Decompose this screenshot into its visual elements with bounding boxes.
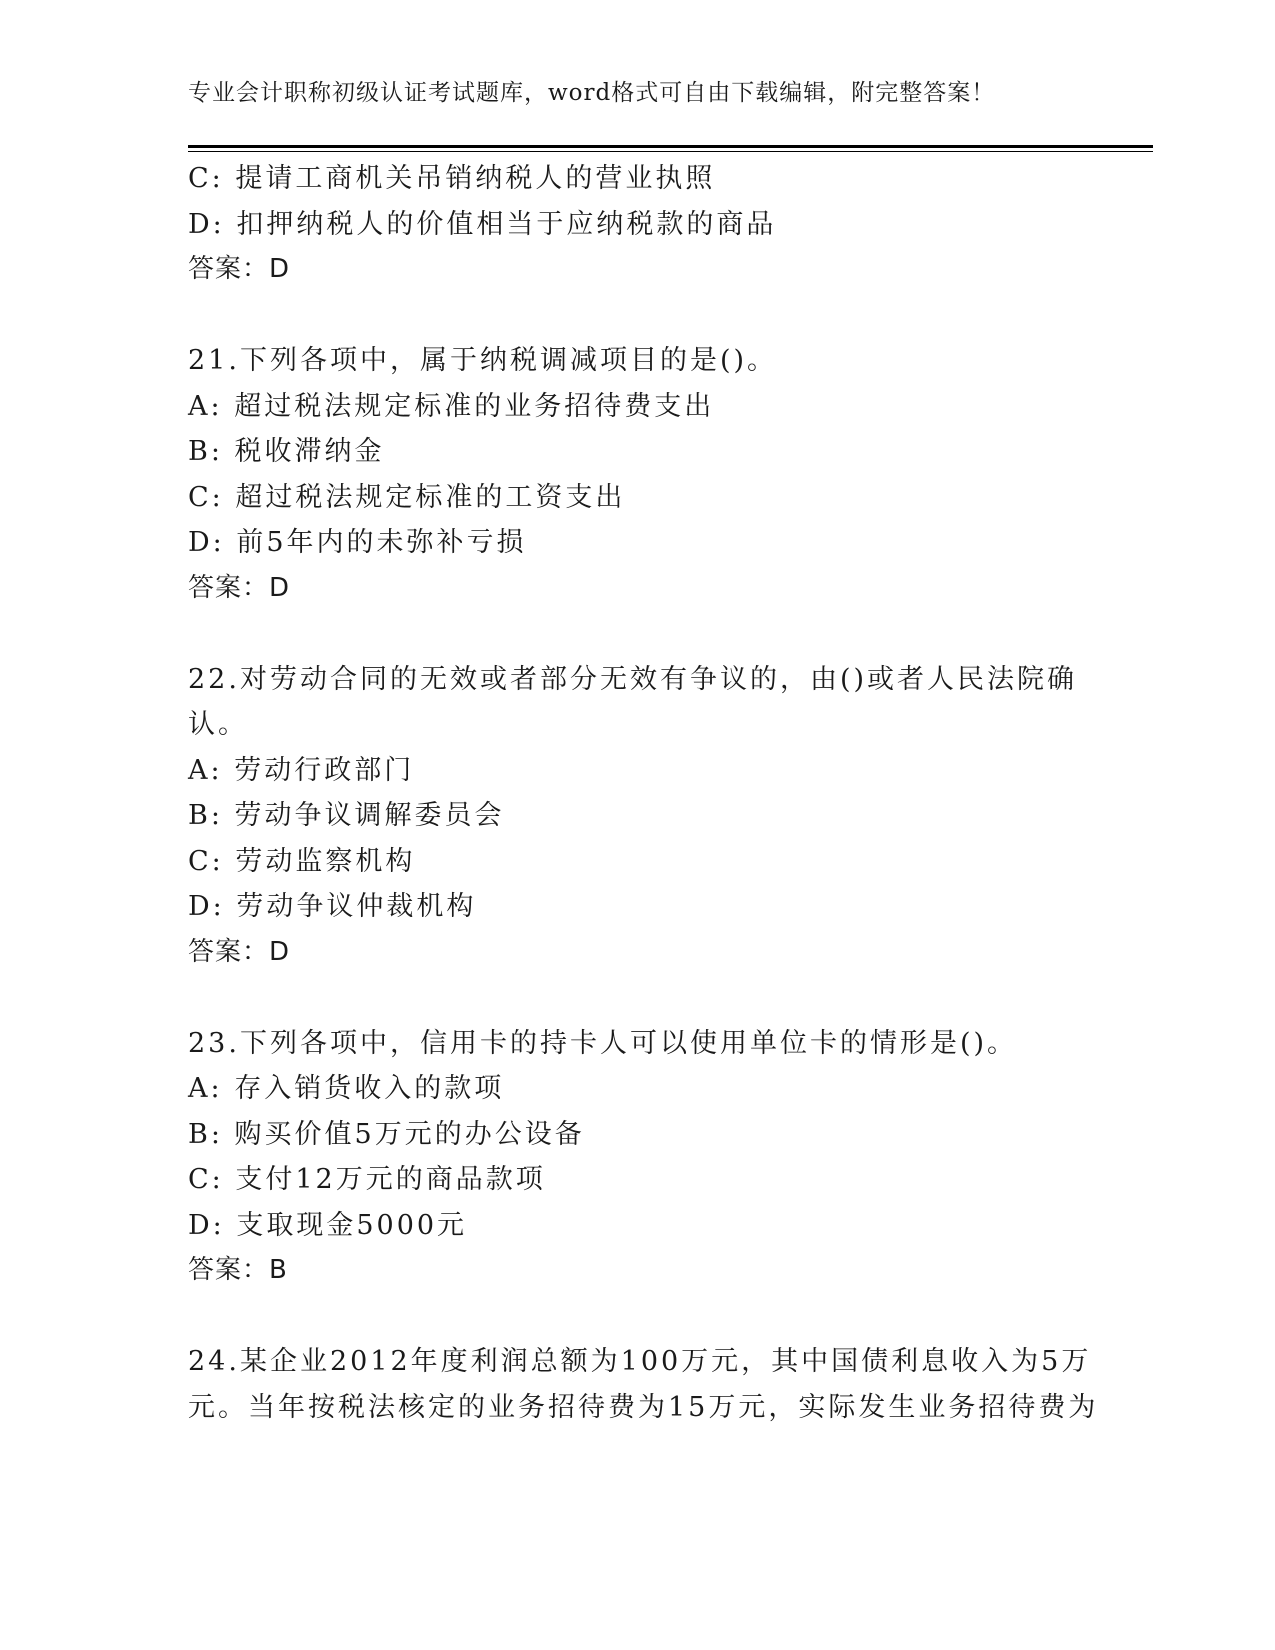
question-stem-continued: 元。当年按税法核定的业务招待费为15万元，实际发生业务招待费为 (188, 1391, 1099, 1423)
question-stem-continued: 认。 (188, 709, 248, 740)
option-b: B: 购买价值5万元的办公设备 (188, 1118, 585, 1150)
option-b: B: 劳动争议调解委员会 (188, 800, 505, 831)
question-stem: 23.下列各项中，信用卡的持卡人可以使用单位卡的情形是()。 (188, 1027, 1018, 1059)
question-stem: 22.对劳动合同的无效或者部分无效有争议的，由()或者人民法院确 (188, 663, 1078, 695)
option-d: D: 前5年内的未弥补亏损 (188, 527, 527, 558)
answer-line: 答案：D (188, 572, 291, 603)
option-c: C: 支付12万元的商品款项 (188, 1164, 546, 1195)
option-c: C: 超过税法规定标准的工资支出 (188, 481, 626, 513)
option-a: A: 超过税法规定标准的业务招待费支出 (188, 390, 715, 422)
option-b: B: 税收滞纳金 (188, 436, 385, 467)
spacer (188, 975, 1088, 1021)
spacer (188, 293, 1088, 339)
question-stem: 24.某企业2012年度利润总额为100万元，其中国债利息收入为5万 (188, 1346, 1092, 1377)
option-d: D: 支取现金5000元 (188, 1209, 468, 1241)
option-d: D: 扣押纳税人的价值相当于应纳税款的商品 (188, 208, 777, 240)
spacer (188, 1294, 1088, 1340)
answer-line: 答案：B (188, 1255, 288, 1285)
page-header: 专业会计职称初级认证考试题库，word格式可自由下载编辑，附完整答案！ (188, 80, 996, 106)
option-c: C: 劳动监察机构 (188, 845, 416, 877)
option-d: D: 劳动争议仲裁机构 (188, 891, 477, 922)
option-a: A: 劳动行政部门 (188, 754, 415, 786)
answer-line: 答案：D (188, 254, 291, 284)
option-a: A: 存入销货收入的款项 (188, 1073, 505, 1104)
spacer (188, 611, 1088, 657)
header-rule-thick (188, 145, 1153, 148)
option-c: C: 提请工商机关吊销纳税人的营业执照 (188, 163, 716, 194)
document-body (188, 156, 1099, 1430)
answer-line: 答案：D (188, 936, 291, 967)
question-stem: 21.下列各项中，属于纳税调减项目的是()。 (188, 345, 778, 376)
header-rule-thin (188, 151, 1153, 152)
